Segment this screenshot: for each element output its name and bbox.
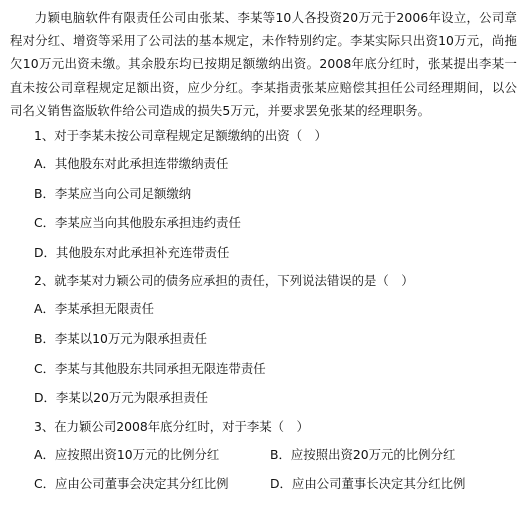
question-2 [10,267,517,412]
option-a: A．应按照出资10万元的比例分红 [34,446,220,462]
option-d: D．李某以20万元为限承担责任 [34,390,208,406]
option-c: C．李某与其他股东共同承担无限连带责任 [34,360,266,376]
option-b: B．李某以10万元为限承担责任 [34,330,207,346]
option-c: C．李某应当向其他股东承担违约责任 [34,215,241,231]
question-stem: 3、在力颖公司2008年底分红时，对于李某（ ） [34,418,309,434]
option-row-ab [10,440,517,470]
option-b: B．李某应当向公司足额缴纳 [34,185,192,201]
option-b: B．应按照出资20万元的比例分红 [270,446,456,462]
option-d: D．应由公司董事长决定其分红比例 [270,476,466,492]
option-row-cd [10,469,517,499]
question-3 [10,413,517,499]
case-intro-paragraph: 力颖电脑软件有限责任公司由张某、李某等10人各投资20万元于2006年设立，公司章程对分红、增资等采用了公司法的基本规定，未作特别约定。李某实际只出资10万元，尚拖欠10万元出资未缴。其余股东均已按期足额缴纳出资。2008年底分红时，张某提出李某一直未按公司章程规定足额出资，应少分红。李某指责张某应赔偿其担任公司经理期间，以公司名义销售盗版软件给公司造成的损失5万元，并要求罢免张某的经理职务。 [10,10,517,118]
question-stem: 1、对于李某未按公司章程规定足额缴纳的出资（ ） [34,128,327,144]
question-stem: 2、就李某对力颖公司的债务应承担的责任，下列说法错误的是（ ） [34,273,414,289]
option-d: D．其他股东对此承担补充连带责任 [34,244,230,260]
option-c: C．应由公司董事会决定其分红比例 [34,476,229,492]
option-a: A．其他股东对此承担连带缴纳责任 [34,156,229,172]
question-1 [10,122,517,267]
option-a: A．李某承担无限责任 [34,301,154,317]
